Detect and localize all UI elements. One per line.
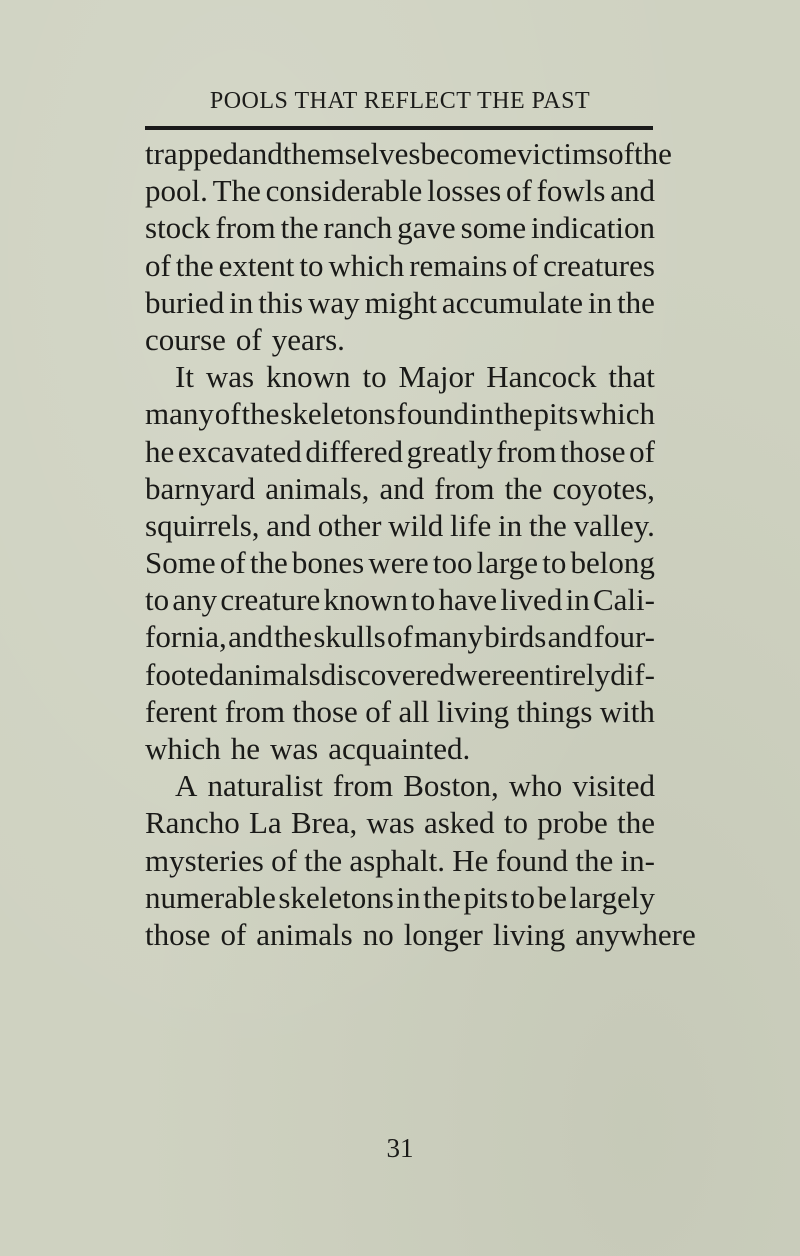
text-line: numerable skeletons in the pits to be largely xyxy=(145,879,655,915)
text-line: squirrels, and other wild life in the valley. xyxy=(145,507,655,543)
header-rule xyxy=(145,126,653,130)
text-line: trapped and themselves become victims of the xyxy=(145,136,672,171)
body-text xyxy=(145,135,696,953)
text-line: fornia, and the skulls of many birds and four- xyxy=(145,619,655,655)
text-line: he excavated differed greatly from those of xyxy=(145,433,655,469)
text-line: course of years. xyxy=(145,321,345,357)
text-line: many of the skeletons found in the pits which xyxy=(145,396,655,432)
text-line: Rancho La Brea, was asked to probe the xyxy=(145,805,655,841)
text-line: footed animals discovered were entirely dif- xyxy=(145,656,655,692)
text-line: mysteries of the asphalt. He found the in- xyxy=(145,842,655,878)
text-line: pool. The considerable losses of fowls and xyxy=(145,173,655,209)
text-line: stock from the ranch gave some indication xyxy=(145,210,655,246)
text-line: barnyard animals, and from the coyotes, xyxy=(145,470,655,506)
text-line: Some of the bones were too large to belong xyxy=(145,545,655,581)
text-line: buried in this way might accumulate in the xyxy=(145,284,655,320)
text-line: to any creature known to have lived in Cali- xyxy=(145,582,655,618)
text-line: which he was acquainted. xyxy=(145,731,471,766)
text-line: ferent from those of all living things with xyxy=(145,693,655,729)
page-number: 31 xyxy=(386,1133,414,1163)
text-line: of the extent to which remains of creatures xyxy=(145,247,655,283)
text-line: those of animals no longer living anywhere xyxy=(145,916,696,952)
text-line: It was known to Major Hancock that xyxy=(175,359,655,395)
running-head: POOLS THAT REFLECT THE PAST xyxy=(209,88,591,114)
text-line: A naturalist from Boston, who visited xyxy=(175,768,655,804)
